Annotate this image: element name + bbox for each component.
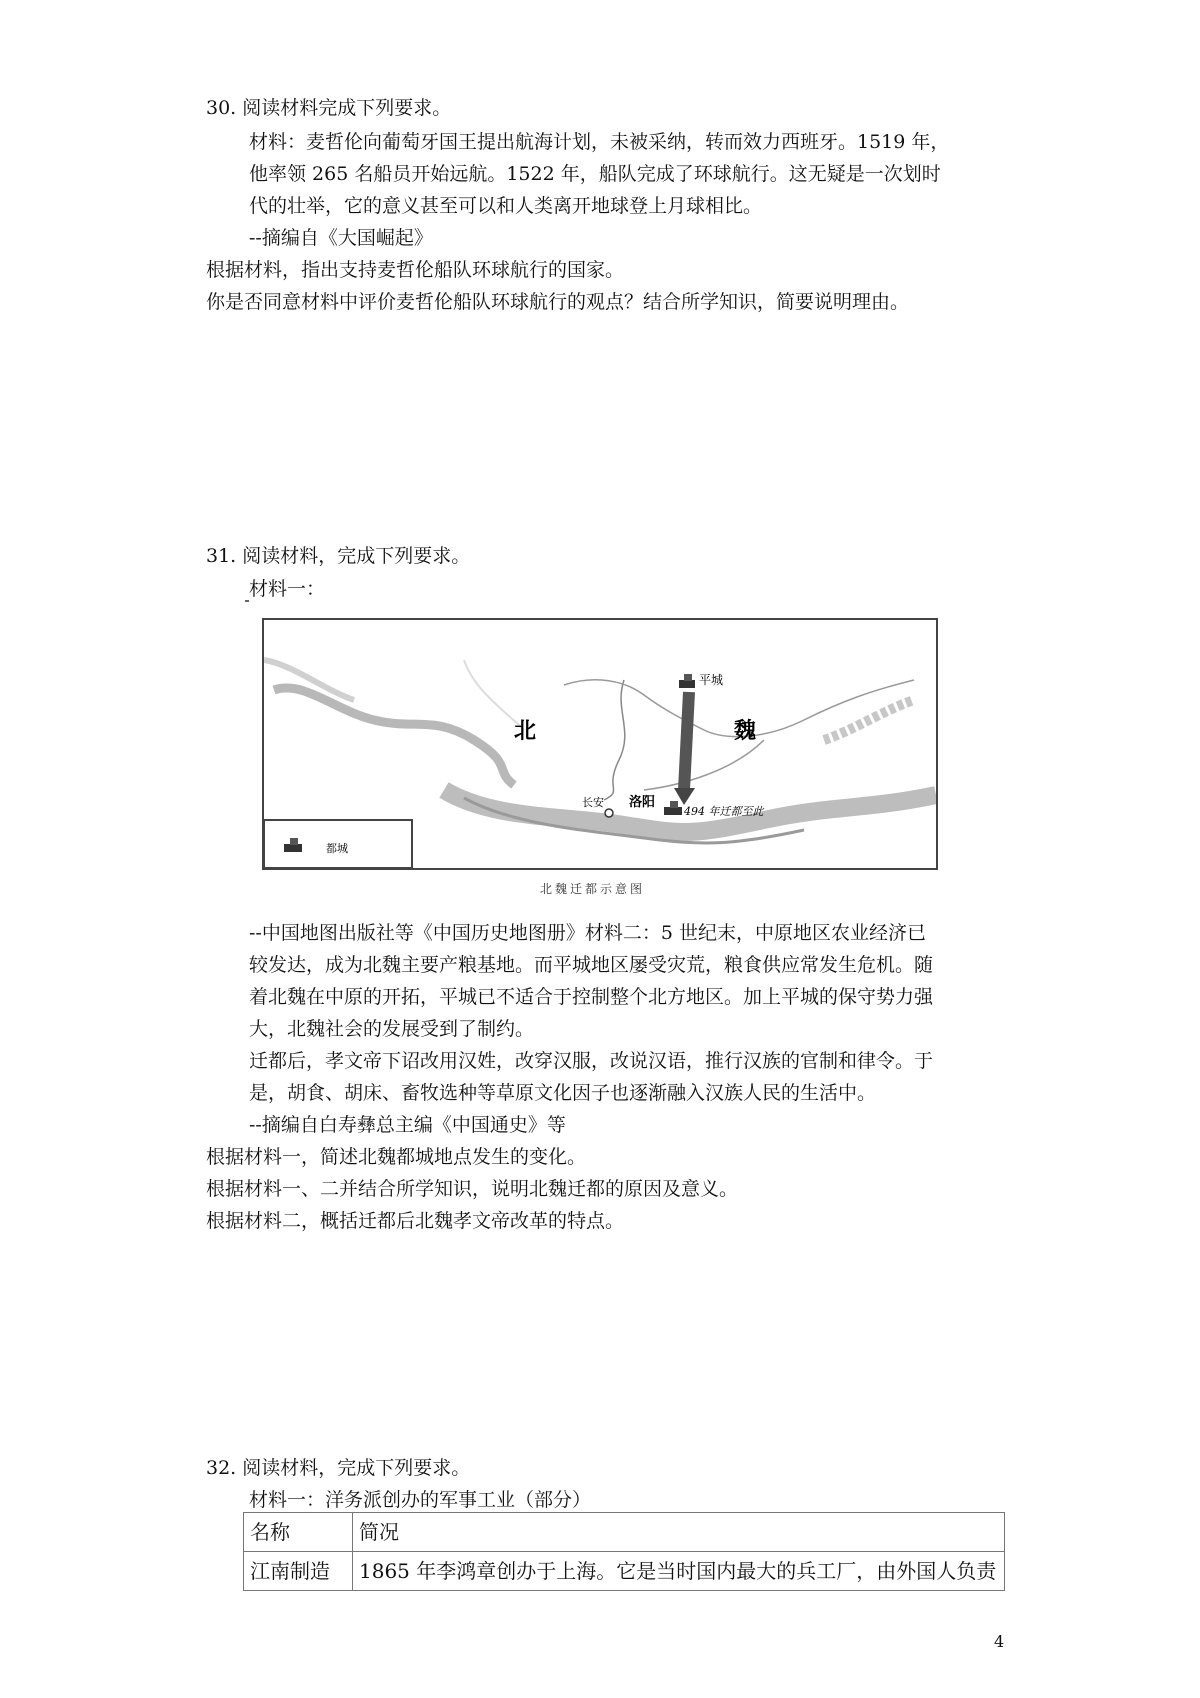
- q31-source: --摘编自白寿彝总主编《中国通史》等: [249, 1114, 566, 1136]
- river-west: [274, 688, 514, 785]
- q31-title: 31. 阅读材料，完成下列要求。: [206, 545, 471, 567]
- legend-label: 都城: [326, 842, 348, 855]
- page-number: 4: [994, 1632, 1005, 1651]
- q31-question: 根据材料一，简述北魏都城地点发生的变化。: [206, 1146, 587, 1168]
- table-header-row: [244, 1513, 1005, 1552]
- q30-material-line: 材料：麦哲伦向葡萄牙国王提出航海计划，未被采纳，转而效力西班牙。1519 年，: [249, 131, 950, 153]
- q31-material-line: 迁都后，孝文帝下诏改用汉姓，改穿汉服，改说汉语，推行汉族的官制和律令。于: [249, 1050, 934, 1072]
- label-event: 494 年迁都至此: [684, 805, 764, 818]
- river-tributary: [604, 680, 625, 800]
- q31-material-line: 着北魏在中原的开拓，平城已不适合于控制整个北方地区。加上平城的保守势力强: [249, 986, 934, 1008]
- map-caption: 北魏迁都示意图: [540, 882, 646, 896]
- q31-material-line: 是，胡食、胡床、畜牧选种等草原文化因子也逐渐融入汉族人民的生活中。: [249, 1082, 877, 1104]
- q31-material1-label: 材料一：: [249, 578, 326, 600]
- q30-question: 根据材料，指出支持麦哲伦船队环球航行的国家。: [206, 259, 625, 281]
- q30-source: --摘编自《大国崛起》: [249, 227, 433, 249]
- table-header-cell: 简况: [353, 1513, 1005, 1552]
- decorative-tick: [245, 600, 249, 602]
- luoyang-marker: [664, 801, 682, 815]
- q31-question: 根据材料一、二并结合所学知识，说明北魏迁都的原因及意义。: [206, 1178, 739, 1200]
- label-changan: 长安: [582, 796, 604, 809]
- q30-question: 你是否同意材料中评价麦哲伦船队环球航行的观点？结合所学知识，简要说明理由。: [206, 291, 910, 313]
- map-drawing: [264, 620, 936, 868]
- coast-line: [824, 700, 914, 740]
- label-wei: 魏: [734, 718, 757, 744]
- table-cell: 江南制造: [244, 1552, 353, 1591]
- q30-title: 30. 阅读材料完成下列要求。: [206, 97, 452, 119]
- changan-marker: [605, 809, 613, 817]
- q31-material-line: 较发达，成为北魏主要产粮基地。而平城地区屡受灾荒，粮食供应常发生危机。随: [249, 954, 934, 976]
- q31-material-line: 大，北魏社会的发展受到了制约。: [249, 1018, 535, 1040]
- table-row: [244, 1552, 1005, 1591]
- q32-material1: 材料一：洋务派创办的军事工业（部分）: [249, 1489, 592, 1511]
- migration-arrow: [684, 692, 689, 790]
- table-header-cell: 名称: [244, 1513, 353, 1552]
- label-luoyang: 洛阳: [629, 795, 656, 810]
- beiwei-migration-map: [262, 618, 938, 870]
- q31-material-line: --中国地图出版社等《中国历史地图册》材料二：5 世纪末，中原地区农业经济已: [249, 922, 926, 944]
- label-pingcheng: 平城: [699, 673, 724, 687]
- pingcheng-marker: [679, 674, 695, 688]
- table-cell: 1865 年李鸿章创办于上海。它是当时国内最大的兵工厂，由外国人负责: [353, 1552, 1005, 1591]
- q32-title: 32. 阅读材料，完成下列要求。: [206, 1457, 471, 1479]
- label-bei: 北: [514, 718, 537, 744]
- q31-question: 根据材料二，概括迁都后北魏孝文帝改革的特点。: [206, 1210, 625, 1232]
- river-east: [644, 740, 764, 790]
- q30-material-line: 代的壮举，它的意义甚至可以和人类离开地球登上月球相比。: [249, 195, 763, 217]
- q32-table: [243, 1512, 1005, 1591]
- q30-material-line: 他率领 265 名船员开始远航。1522 年，船队完成了环球航行。这无疑是一次划时: [249, 163, 941, 185]
